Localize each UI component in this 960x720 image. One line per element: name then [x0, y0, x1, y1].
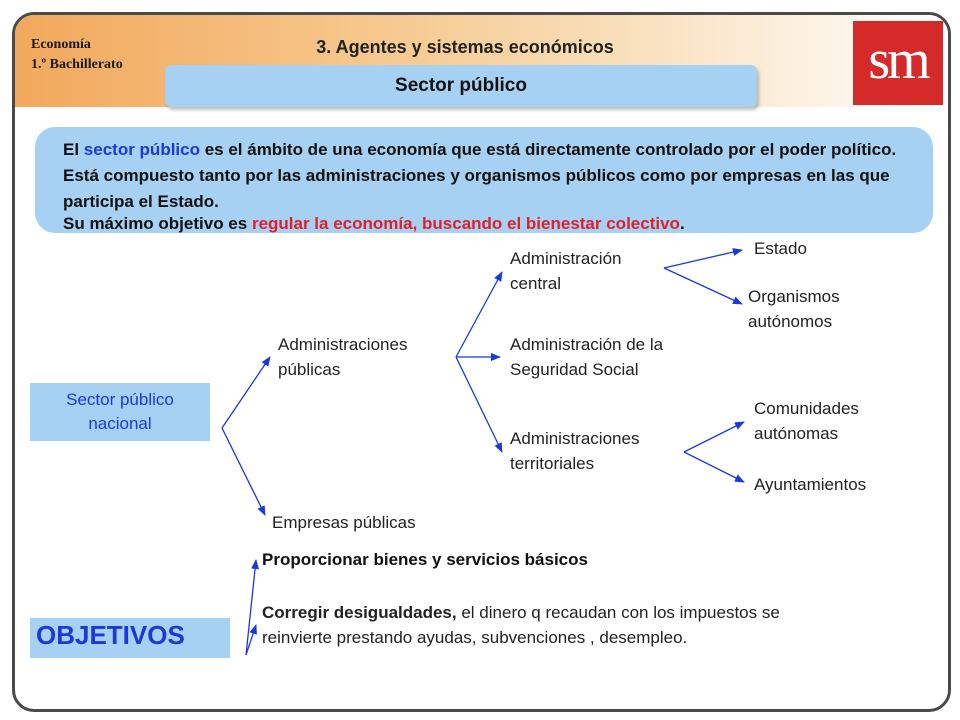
node-line: autónomos — [748, 312, 833, 331]
node-administraciones-territoriales — [510, 426, 639, 476]
publisher-logo: sm — [853, 21, 943, 105]
node-administracion-central — [510, 246, 622, 296]
node-line: Comunidades — [754, 399, 859, 418]
intro-text: . — [679, 214, 685, 233]
objective-item-2-line2: reinvierte prestando ayudas, subvenciones , desempleo. — [262, 628, 688, 647]
objective-item-2-text: el dinero q recaudan con los impuestos se — [456, 603, 780, 622]
arrow-to-central — [456, 272, 502, 357]
node-administraciones-publicas — [278, 332, 407, 382]
arrow-to-estado — [664, 250, 742, 268]
objectives-title: OBJETIVOS — [36, 620, 185, 650]
course-level: 1.º Bachillerato — [31, 57, 123, 72]
node-line: central — [510, 274, 562, 293]
node-line: Administraciones — [278, 335, 408, 354]
arrow-to-administraciones — [222, 357, 270, 428]
arrow-to-comunidades — [684, 422, 744, 452]
root-node-sector-publico-nacional — [30, 383, 210, 441]
node-ayuntamientos: Ayuntamientos — [754, 475, 867, 494]
node-line: Organismos — [748, 287, 840, 306]
intro-text: El — [63, 140, 84, 159]
objective-item-2-line1 — [262, 600, 942, 625]
arrow-to-empresas — [222, 428, 265, 515]
objective-highlight: regular la economía, buscando el bienestar colectivo — [251, 214, 680, 233]
node-line: Administraciones — [510, 429, 640, 448]
section-title: Sector público — [165, 65, 757, 107]
node-comunidades-autonomas — [754, 396, 859, 446]
node-line: autónomas — [754, 424, 839, 443]
unit-title: 3. Agentes y sistemas económicos — [316, 37, 614, 57]
intro-text: Su máximo objetivo es — [63, 214, 252, 233]
node-line: Seguridad Social — [510, 360, 639, 379]
node-empresas-publicas: Empresas públicas — [272, 513, 416, 532]
node-line: territoriales — [510, 454, 595, 473]
objective-item-2-bold: Corregir desigualdades, — [262, 603, 457, 622]
arrow-to-organismos — [664, 268, 742, 304]
node-line: públicas — [278, 360, 341, 379]
arrow-to-ayuntamientos — [684, 452, 744, 482]
arrow-to-territoriales — [456, 357, 502, 452]
intro-text: es el ámbito de una economía que está directamente controlado por el poder político. Está compuesto tanto por las administraciones y organismos públicos como por empresas en las que participa el Estado. — [63, 140, 897, 211]
course-subject: Economía — [31, 37, 91, 52]
root-node-line1: Sector público — [66, 390, 174, 409]
objective-item-2 — [262, 600, 942, 650]
objective-item-1: Proporcionar bienes y servicios básicos — [262, 550, 588, 569]
sector-publico-highlight: sector público — [83, 140, 200, 159]
node-organismos-autonomos — [748, 284, 840, 334]
node-seguridad-social — [510, 332, 663, 382]
node-line: Administración — [510, 249, 622, 268]
node-line: Administración de la — [510, 335, 664, 354]
node-estado: Estado — [754, 239, 807, 258]
root-node-line2: nacional — [88, 414, 152, 433]
